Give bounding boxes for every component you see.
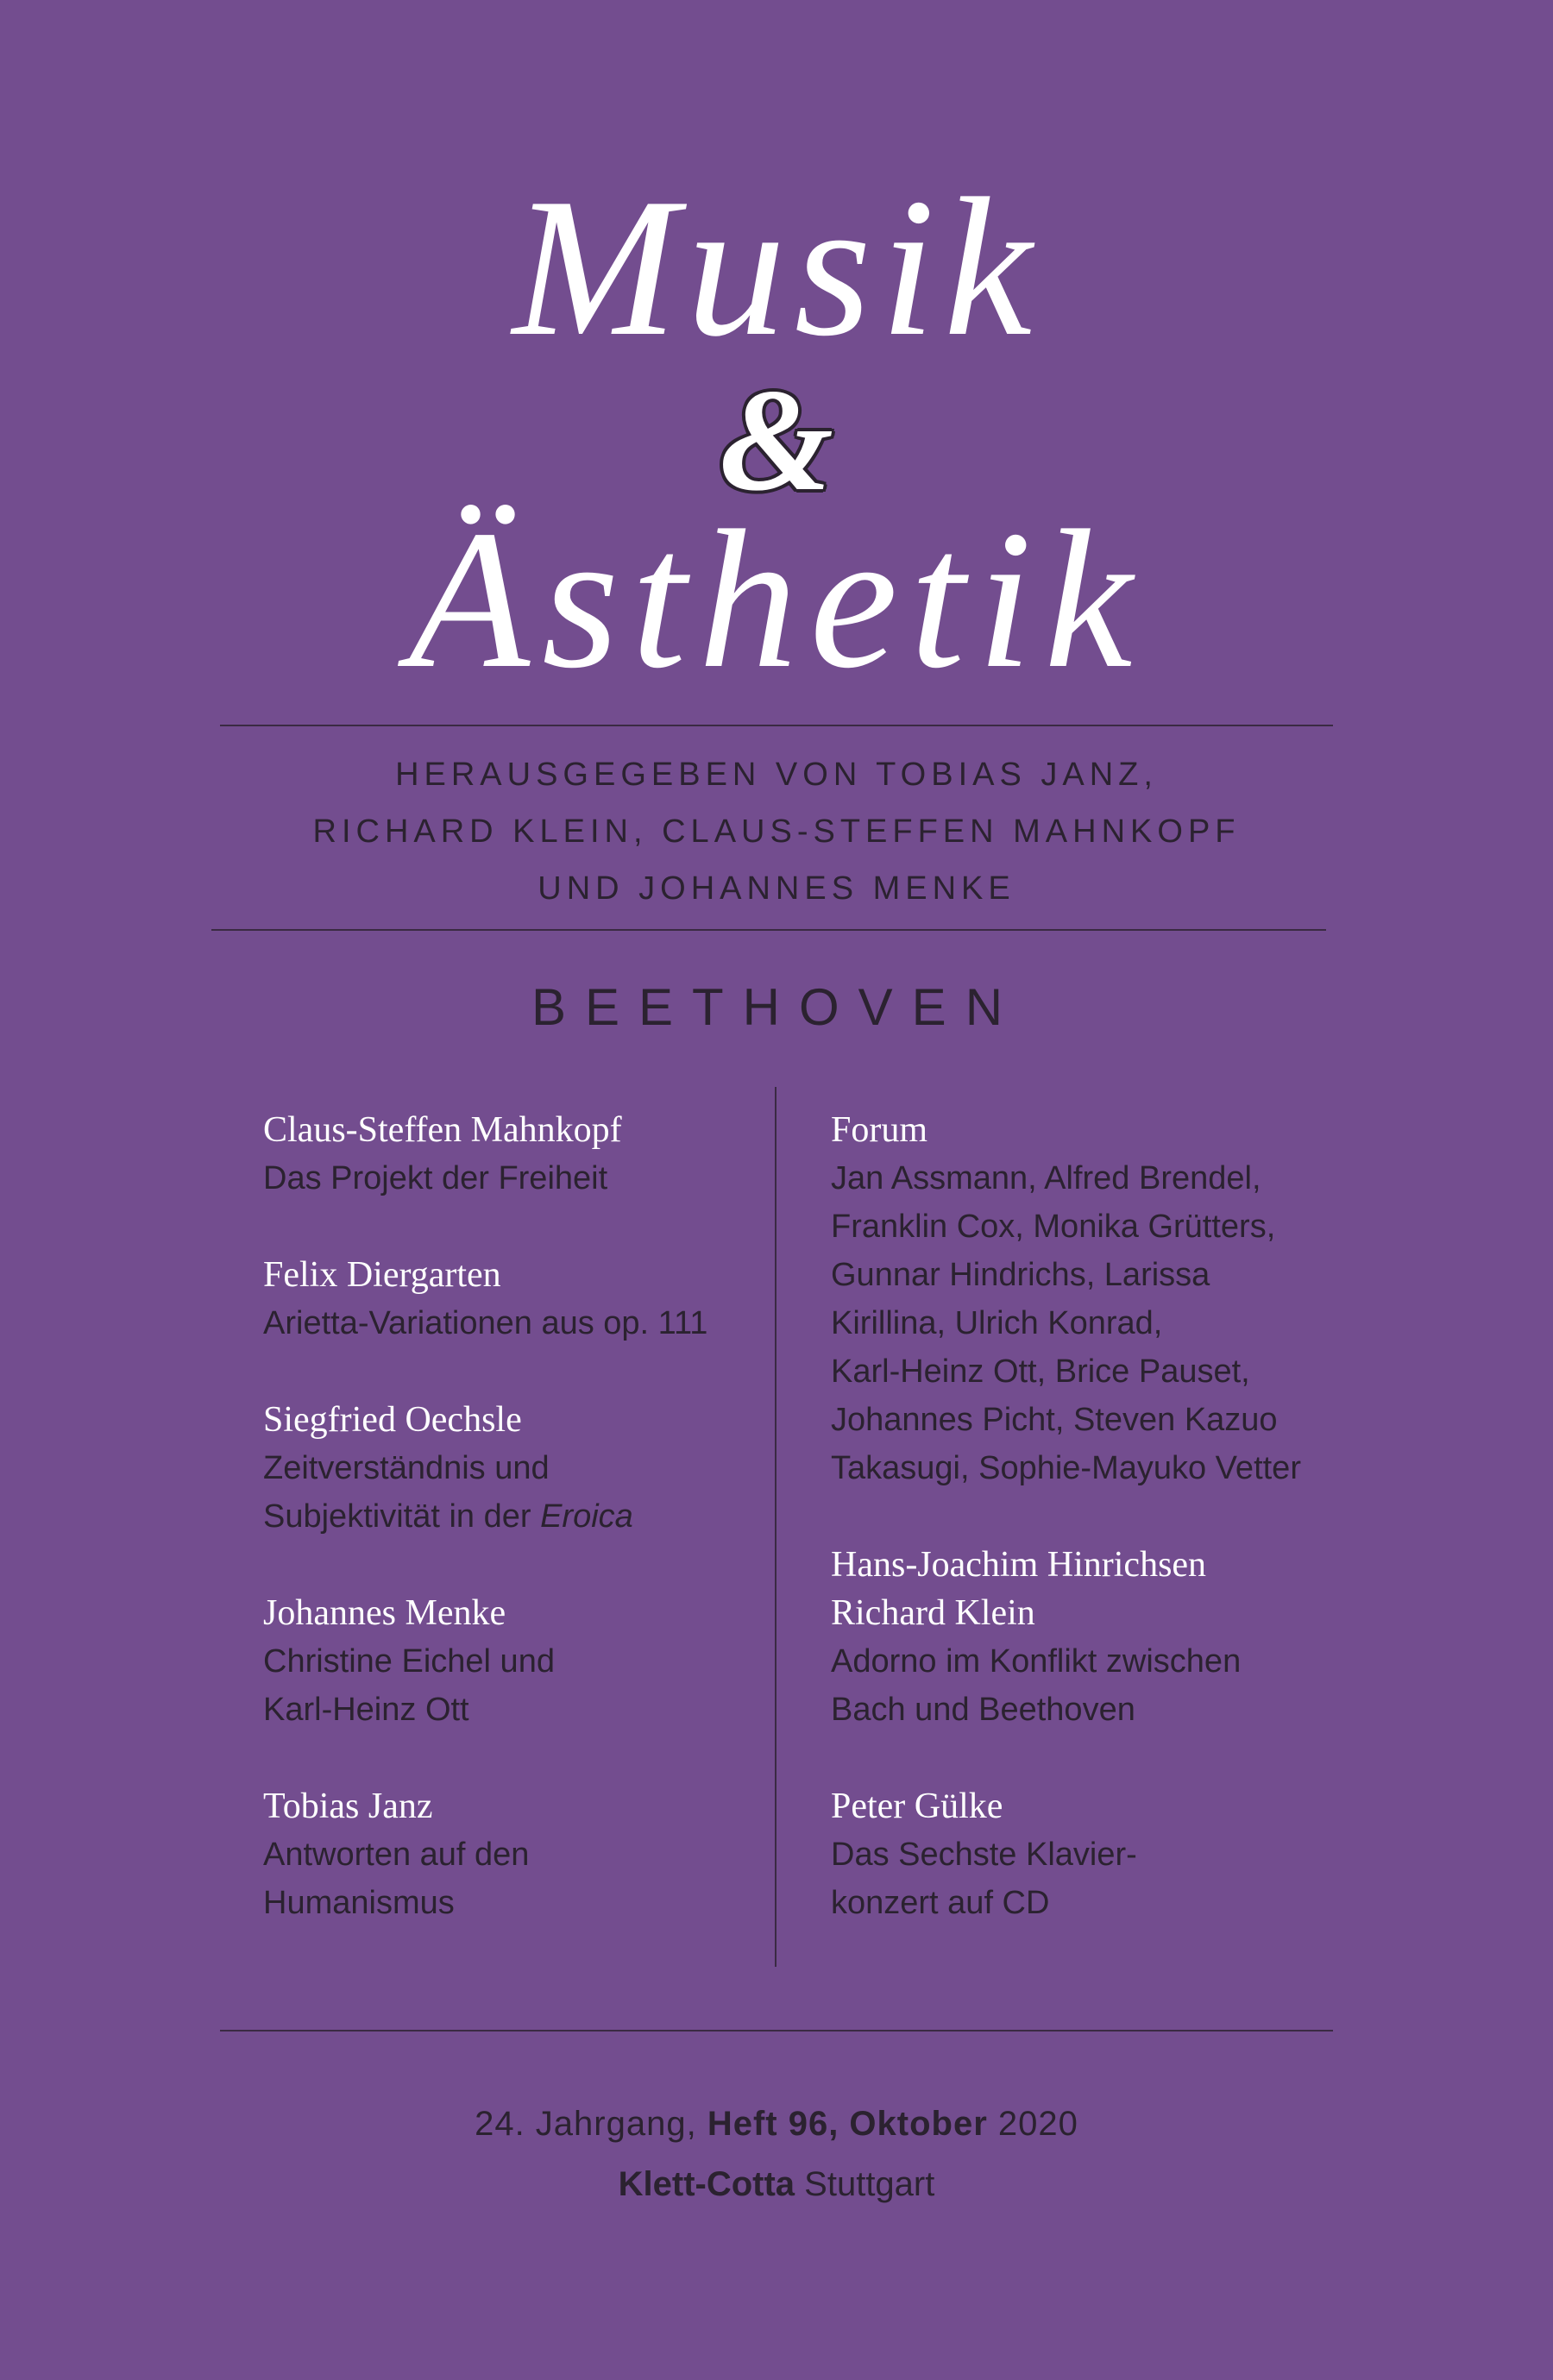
column-divider: [775, 1087, 776, 1967]
entry-title: konzert auf CD: [831, 1885, 1050, 1921]
publisher-name: Klett-Cotta: [618, 2165, 795, 2203]
year-text: 2020: [987, 2105, 1078, 2143]
entry-title: Antworten auf den: [263, 1837, 530, 1873]
contents-entry: [831, 1541, 1383, 1734]
entry-title: Franklin Cox, Monika Grütters,: [831, 1209, 1276, 1245]
entry-title-line: [263, 1492, 764, 1541]
issue-text: Heft 96, Oktober: [707, 2105, 988, 2143]
entry-title: Christine Eichel und: [263, 1643, 555, 1680]
publisher-info: [0, 2167, 1553, 2201]
entry-author: Richard Klein: [831, 1593, 1035, 1633]
contents-entry: [263, 1782, 764, 1927]
entry-title-italic: Eroica: [540, 1498, 633, 1535]
editors-block: [0, 746, 1553, 917]
title-musik: Musik: [512, 157, 1041, 377]
entry-title: Gunnar Hindrichs, Larissa: [831, 1257, 1210, 1293]
entry-title: Zeitverständnis und: [263, 1450, 550, 1486]
entry-title: Takasugi, Sophie-Mayuko Vetter: [831, 1450, 1301, 1486]
contents-entry: [831, 1782, 1383, 1927]
contents-entry: [263, 1396, 764, 1541]
entry-author: Siegfried Oechsle: [263, 1400, 522, 1440]
entry-title: Adorno im Konflikt zwischen: [831, 1643, 1242, 1680]
entry-title-text: Subjektivität in der: [263, 1498, 541, 1535]
entry-title: Das Sechste Klavier-: [831, 1837, 1137, 1873]
contents-entry: [263, 1251, 764, 1347]
divider-top: [220, 725, 1333, 726]
title-aesthetik: Ästhetik: [408, 489, 1145, 709]
publisher-city: Stuttgart: [795, 2165, 935, 2203]
entry-author: Forum: [831, 1110, 928, 1150]
editors-line: HERAUSGEGEBEN VON TOBIAS JANZ,: [395, 757, 1158, 793]
entry-author: Hans-Joachim Hinrichsen: [831, 1545, 1207, 1585]
entry-title: Bach und Beethoven: [831, 1692, 1135, 1728]
entry-title: Das Projekt der Freiheit: [263, 1160, 608, 1196]
entry-title: Kirillina, Ulrich Konrad,: [831, 1305, 1163, 1341]
contents-entry: [831, 1106, 1383, 1492]
entry-title: Arietta-Variationen aus op. 111: [263, 1305, 708, 1341]
entry-author: Tobias Janz: [263, 1787, 433, 1826]
title-ampersand: &: [719, 359, 834, 521]
volume-text: 24. Jahrgang,: [475, 2105, 707, 2143]
entry-title: Karl-Heinz Ott: [263, 1692, 469, 1728]
contents-right-column: [831, 1106, 1383, 1975]
entry-title: Karl-Heinz Ott, Brice Pauset,: [831, 1353, 1250, 1390]
entry-author: Felix Diergarten: [263, 1255, 501, 1295]
divider-bottom: [220, 2030, 1333, 2031]
contents-entry: [263, 1589, 764, 1734]
entry-title: Humanismus: [263, 1885, 455, 1921]
issue-theme: BEETHOVEN: [531, 978, 1022, 1036]
entry-title: Jan Assmann, Alfred Brendel,: [831, 1160, 1261, 1196]
entry-title: Johannes Picht, Steven Kazuo: [831, 1402, 1278, 1438]
editors-line: RICHARD KLEIN, CLAUS-STEFFEN MAHNKOPF: [312, 813, 1241, 850]
divider-middle: [211, 929, 1326, 931]
entry-author: Peter Gülke: [831, 1787, 1003, 1826]
contents-left-column: [263, 1106, 764, 1975]
editors-line: UND JOHANNES MENKE: [538, 870, 1015, 907]
entry-author: Johannes Menke: [263, 1593, 506, 1633]
contents-entry: [263, 1106, 764, 1203]
entry-author: Claus-Steffen Mahnkopf: [263, 1110, 622, 1150]
issue-info: [0, 2107, 1553, 2141]
